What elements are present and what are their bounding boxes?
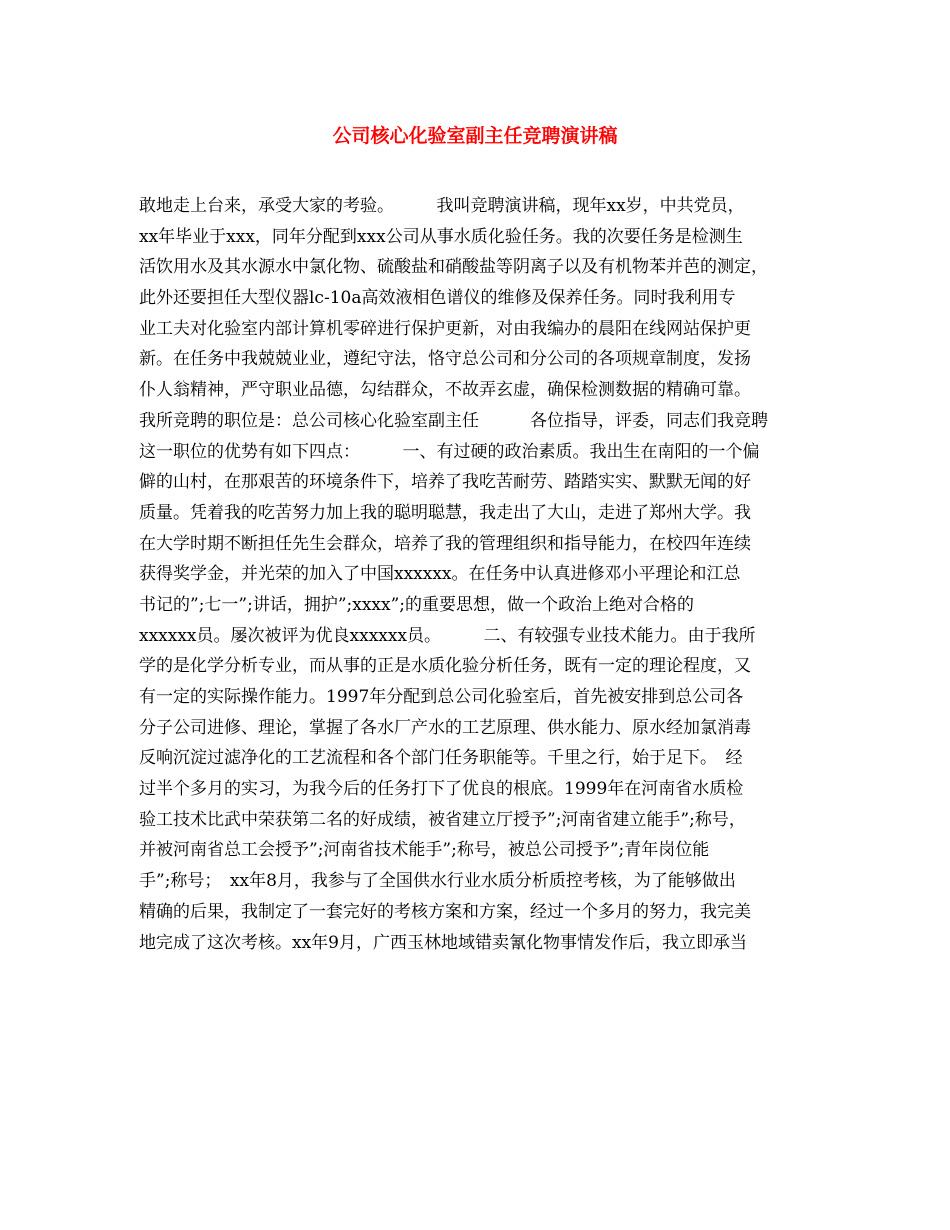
body-line: 地完成了这次考核。xx年9月，广西玉林地域错卖氰化物事情发作后，我立即承当 xyxy=(139,932,747,953)
body-line: 敢地走上台来，承受大家的考验。 我叫竞聘演讲稿，现年xx岁，中共党员， xyxy=(139,196,745,216)
body-line: 反响沉淀过滤净化的工艺流程和各个部门任务职能等。千里之行，始于足下。 经 xyxy=(139,748,743,769)
body-line: 有一定的实际操作能力。1997年分配到总公司化验室后，首先被安排到总公司各 xyxy=(139,687,744,707)
body-line: 并被河南省总工会授予”;河南省技术能手”;称号，被总公司授予”;青年岗位能 xyxy=(139,840,710,861)
body-line: 手”;称号； xx年8月，我参与了全国供水行业水质分析质控考核，为了能够做出 xyxy=(139,871,736,892)
page-title: 公司核心化验室副主任竞聘演讲稿 xyxy=(332,125,618,147)
body-line: 学的是化学分析专业，而从事的正是水质化验分析任务，既有一定的理论程度，又 xyxy=(139,656,751,677)
body-line: 业工夫对化验室内部计算机零碎进行保护更新，对由我编办的晨阳在线网站保护更 xyxy=(139,318,751,339)
body-line: 活饮用水及其水源水中氯化物、硫酸盐和硝酸盐等阴离子以及有机物苯并芭的测定， xyxy=(139,257,768,278)
document-body xyxy=(139,191,819,958)
body-line: 僻的山村，在那艰苦的环境条件下，培养了我吃苦耐劳、踏踏实实、默默无闻的好 xyxy=(139,472,751,493)
body-line: xx年毕业于xxx，同年分配到xxx公司从事水质化验任务。我的次要任务是检测生 xyxy=(139,226,743,247)
body-line: 书记的”;七一”;讲话，拥护”;xxxx”;的重要思想，做一个政治上绝对合格的 xyxy=(139,594,695,615)
body-line: 在大学时期不断担任先生会群众，培养了我的管理组织和指导能力，在校四年连续 xyxy=(139,533,751,554)
body-line: 我所竞聘的职位是：总公司核心化验室副主任 各位指导，评委，同志们我竞聘 xyxy=(139,410,768,431)
body-line: 新。在任务中我兢兢业业，遵纪守法，恪守总公司和分公司的各项规章制度，发扬 xyxy=(139,349,751,370)
body-line: 此外还要担任大型仪器lc-10a高效液相色谱仪的维修及保养任务。同时我利用专 xyxy=(139,288,736,309)
body-line: 过半个多月的实习，为我今后的任务打下了优良的根底。1999年在河南省水质检 xyxy=(139,779,744,800)
body-line: xxxxxx员。屡次被评为优良xxxxxx员。 二、有较强专业技术能力。由于我所 xyxy=(139,625,756,646)
body-line: 验工技术比武中荣获第二名的好成绩，被省建立厅授予”;河南省建立能手”;称号， xyxy=(139,809,746,830)
body-line: 仆人翁精神，严守职业品德，勾结群众，不故弄玄虚，确保检测数据的精确可靠。 xyxy=(139,380,751,401)
body-line: 质量。凭着我的吃苦努力加上我的聪明聪慧，我走出了大山，走进了郑州大学。我 xyxy=(139,502,751,523)
body-line: 获得奖学金，并光荣的加入了中国xxxxxx。在任务中认真进修邓小平理论和江总 xyxy=(139,564,741,585)
body-line: 分子公司进修、理论，掌握了各水厂产水的工艺原理、供水能力、原水经加氯消毒 xyxy=(139,717,751,738)
body-line: 这一职位的优势有如下四点： 一、有过硬的政治素质。我出生在南阳的一个偏 xyxy=(139,441,760,462)
body-line: 精确的后果，我制定了一套完好的考核方案和方案，经过一个多月的努力，我完美 xyxy=(139,901,751,922)
